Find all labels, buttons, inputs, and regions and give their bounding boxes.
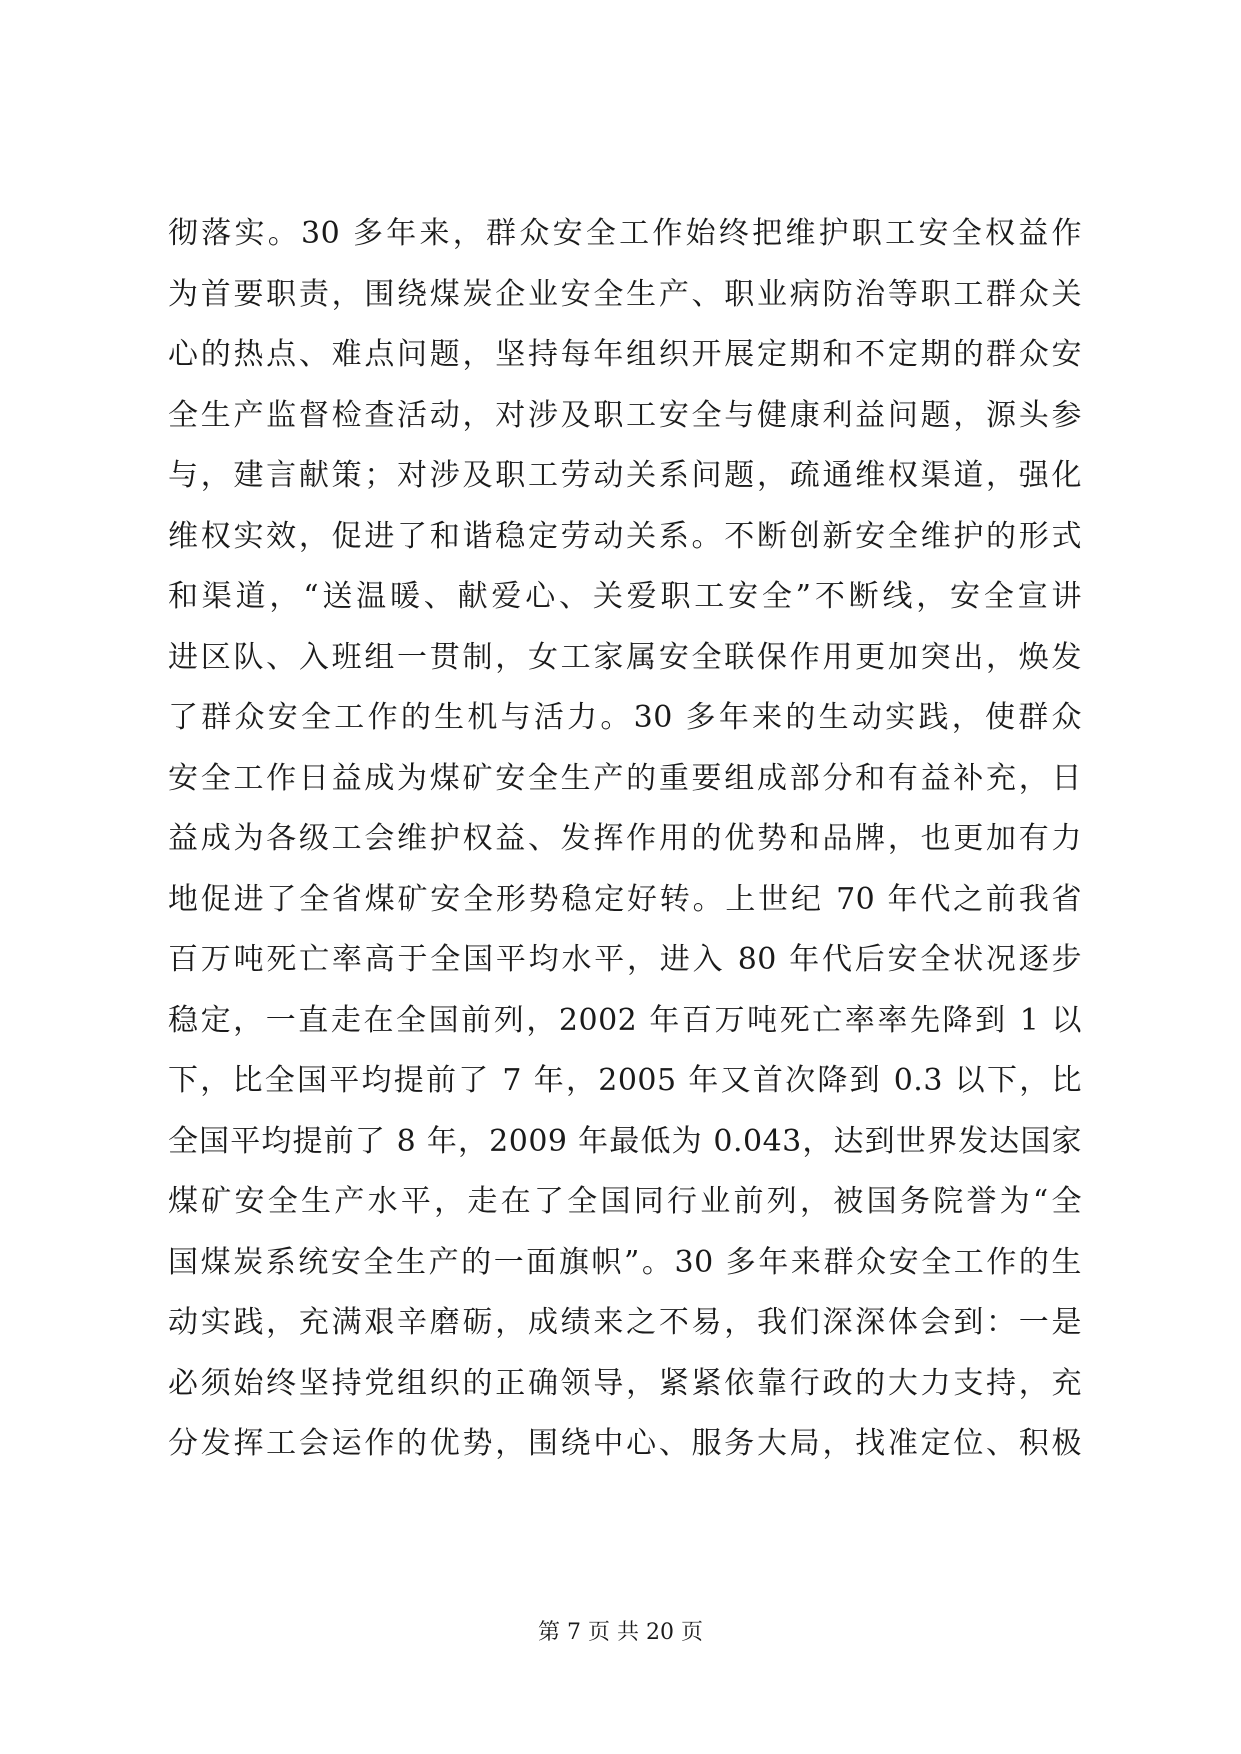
text-line: 益成为各级工会维护权益、发挥作用的优势和品牌，也更加有力 — [168, 821, 1082, 856]
text-line: 和渠道，“送温暖、献爱心、关爱职工安全”不断线，安全宣讲 — [168, 579, 1082, 614]
text-line: 为首要职责，围绕煤炭企业安全生产、职业病防治等职工群众关 — [168, 276, 1082, 312]
text-line: 必须始终坚持党组织的正确领导，紧紧依靠行政的大力支持，充 — [168, 1365, 1082, 1401]
text-line: 全国平均提前了 8 年，2009 年最低为 0.043，达到世界发达国家 — [168, 1123, 1082, 1159]
text-line: 心的热点、难点问题，坚持每年组织开展定期和不定期的群众安 — [168, 337, 1082, 372]
text-line: 煤矿安全生产水平，走在了全国同行业前列，被国务院誉为“全 — [168, 1184, 1082, 1219]
text-line: 进区队、入班组一贯制，女工家属安全联保作用更加突出，焕发 — [168, 639, 1082, 675]
text-line: 维权实效，促进了和谐稳定劳动关系。不断创新安全维护的形式 — [168, 518, 1082, 554]
text-line: 下，比全国平均提前了 7 年，2005 年又首次降到 0.3 以下，比 — [168, 1063, 1082, 1098]
text-line: 国煤炭系统安全生产的一面旗帜”。30 多年来群众安全工作的生 — [168, 1244, 1082, 1280]
text-line: 分发挥工会运作的优势，围绕中心、服务大局，找准定位、积极 — [168, 1426, 1082, 1461]
text-line: 动实践，充满艰辛磨砺，成绩来之不易，我们深深体会到：一是 — [168, 1305, 1082, 1340]
text-line: 稳定，一直走在全国前列，2002 年百万吨死亡率率先降到 1 以 — [168, 1002, 1082, 1038]
text-line: 了群众安全工作的生机与活力。30 多年来的生动实践，使群众 — [168, 700, 1082, 735]
text-line: 全生产监督检查活动，对涉及职工安全与健康利益问题，源头参 — [168, 397, 1082, 433]
text-line: 与，建言献策；对涉及职工劳动关系问题，疏通维权渠道，强化 — [168, 458, 1082, 493]
text-line: 安全工作日益成为煤矿安全生产的重要组成部分和有益补充，日 — [168, 760, 1082, 796]
text-line: 地促进了全省煤矿安全形势稳定好转。上世纪 70 年代之前我省 — [168, 881, 1082, 917]
text-line: 百万吨死亡率高于全国平均水平，进入 80 年代后安全状况逐步 — [168, 942, 1082, 977]
body-text — [168, 204, 1082, 1475]
text-line: 彻落实。30 多年来，群众安全工作始终把维护职工安全权益作 — [168, 216, 1082, 251]
page-number-footer: 第 7 页 共 20 页 — [538, 1620, 703, 1645]
